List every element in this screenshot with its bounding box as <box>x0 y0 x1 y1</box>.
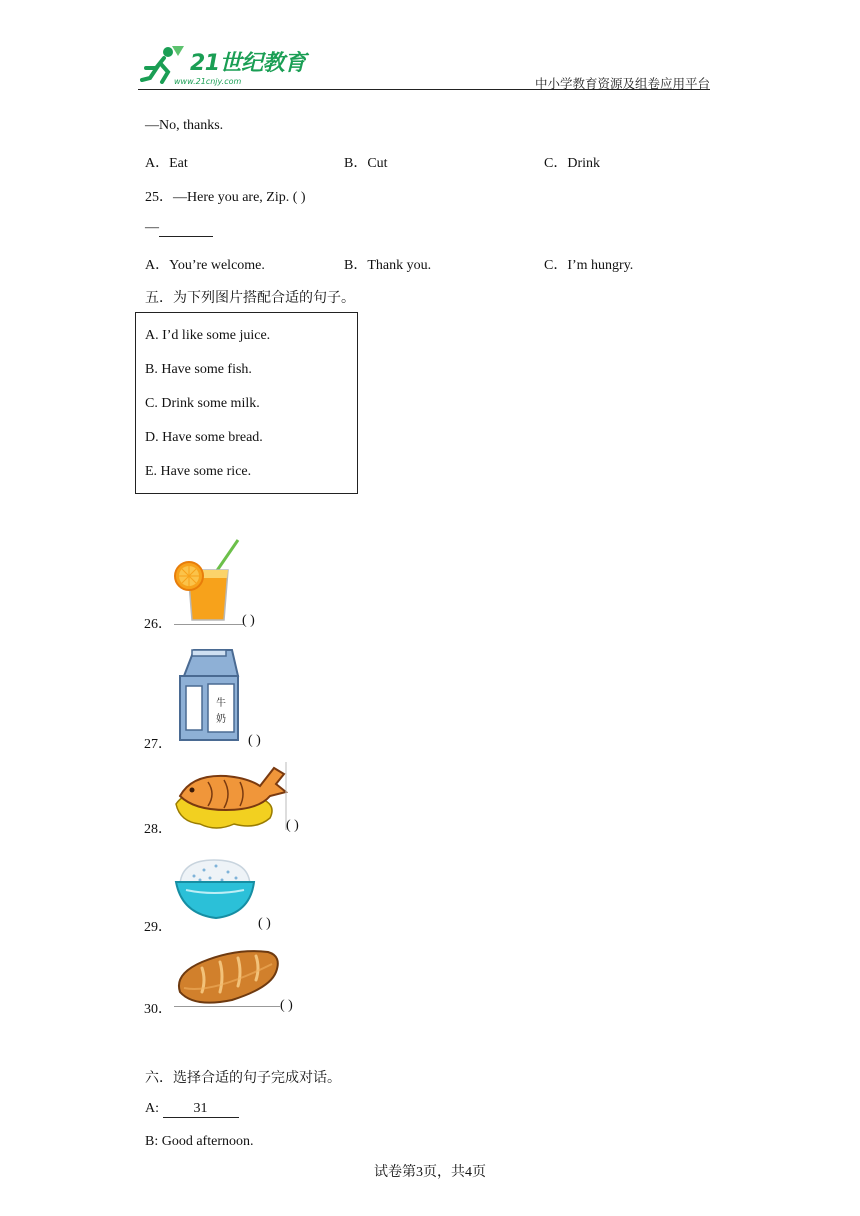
bread-loaf-icon <box>172 944 282 1008</box>
rice-bowl-icon <box>174 854 256 922</box>
header-tagline: 中小学教育资源及组卷应用平台 <box>534 77 710 91</box>
q24-option-a: A．Eat <box>145 156 188 171</box>
item-30-line <box>174 1006 280 1007</box>
item-27-paren[interactable]: ( ) <box>248 733 261 748</box>
q24-response: —No, thanks. <box>145 118 224 133</box>
logo-url: www.21cnjy.com <box>174 77 242 86</box>
fried-fish-icon <box>172 760 288 832</box>
svg-text:奶: 奶 <box>216 714 226 725</box>
orange-juice-icon <box>172 538 244 624</box>
dialog-line-a <box>145 1101 239 1118</box>
header-divider <box>138 89 710 90</box>
q25-answer-line <box>145 220 213 237</box>
q24-option-b: B．Cut <box>344 156 388 171</box>
item-30-number: 30． <box>144 1002 172 1017</box>
section6-title: 六．选择合适的句子完成对话。 <box>145 1071 341 1086</box>
item-29-number: 29． <box>144 920 172 935</box>
sentence-b: B. Have some fish. <box>145 362 252 377</box>
page-number: 试卷第3页，共4页 <box>374 1165 486 1180</box>
svg-text:牛: 牛 <box>216 698 226 709</box>
sentence-d: D. Have some bread. <box>145 430 263 445</box>
q25-blank[interactable] <box>159 220 213 237</box>
sentence-e: E. Have some rice. <box>145 464 252 479</box>
sentence-c: C. Drink some milk. <box>145 396 260 411</box>
item-26-paren[interactable]: ( ) <box>242 613 255 628</box>
q25-stem: 25．—Here you are, Zip. ( ) <box>145 190 306 205</box>
q25-option-b: B．Thank you. <box>344 258 432 273</box>
site-logo <box>138 44 308 88</box>
item-29-paren[interactable]: ( ) <box>258 916 271 931</box>
item-30-paren[interactable]: ( ) <box>280 998 293 1013</box>
milk-carton-icon <box>176 646 242 744</box>
item-28-number: 28． <box>144 822 172 837</box>
q25-dash: — <box>145 220 159 235</box>
item-27-number: 27． <box>144 737 172 752</box>
sentence-a: A. I’d like some juice. <box>145 328 271 343</box>
item-26-line <box>174 624 244 625</box>
item-28-paren[interactable]: ( ) <box>286 818 299 833</box>
sentence-box <box>135 312 358 494</box>
blank-31[interactable]: 31 <box>163 1101 239 1118</box>
q24-option-c: C．Drink <box>544 156 600 171</box>
section5-title: 五．为下列图片搭配合适的句子。 <box>145 291 355 306</box>
q25-option-c: C．I’m hungry. <box>544 258 634 273</box>
item-26-number: 26． <box>144 617 172 632</box>
logo-text: 21世纪教育 <box>190 51 306 76</box>
q25-option-a: A．You’re welcome. <box>145 258 265 273</box>
speaker-a: A: <box>145 1101 163 1116</box>
dialog-line-b: B: Good afternoon. <box>145 1134 254 1149</box>
